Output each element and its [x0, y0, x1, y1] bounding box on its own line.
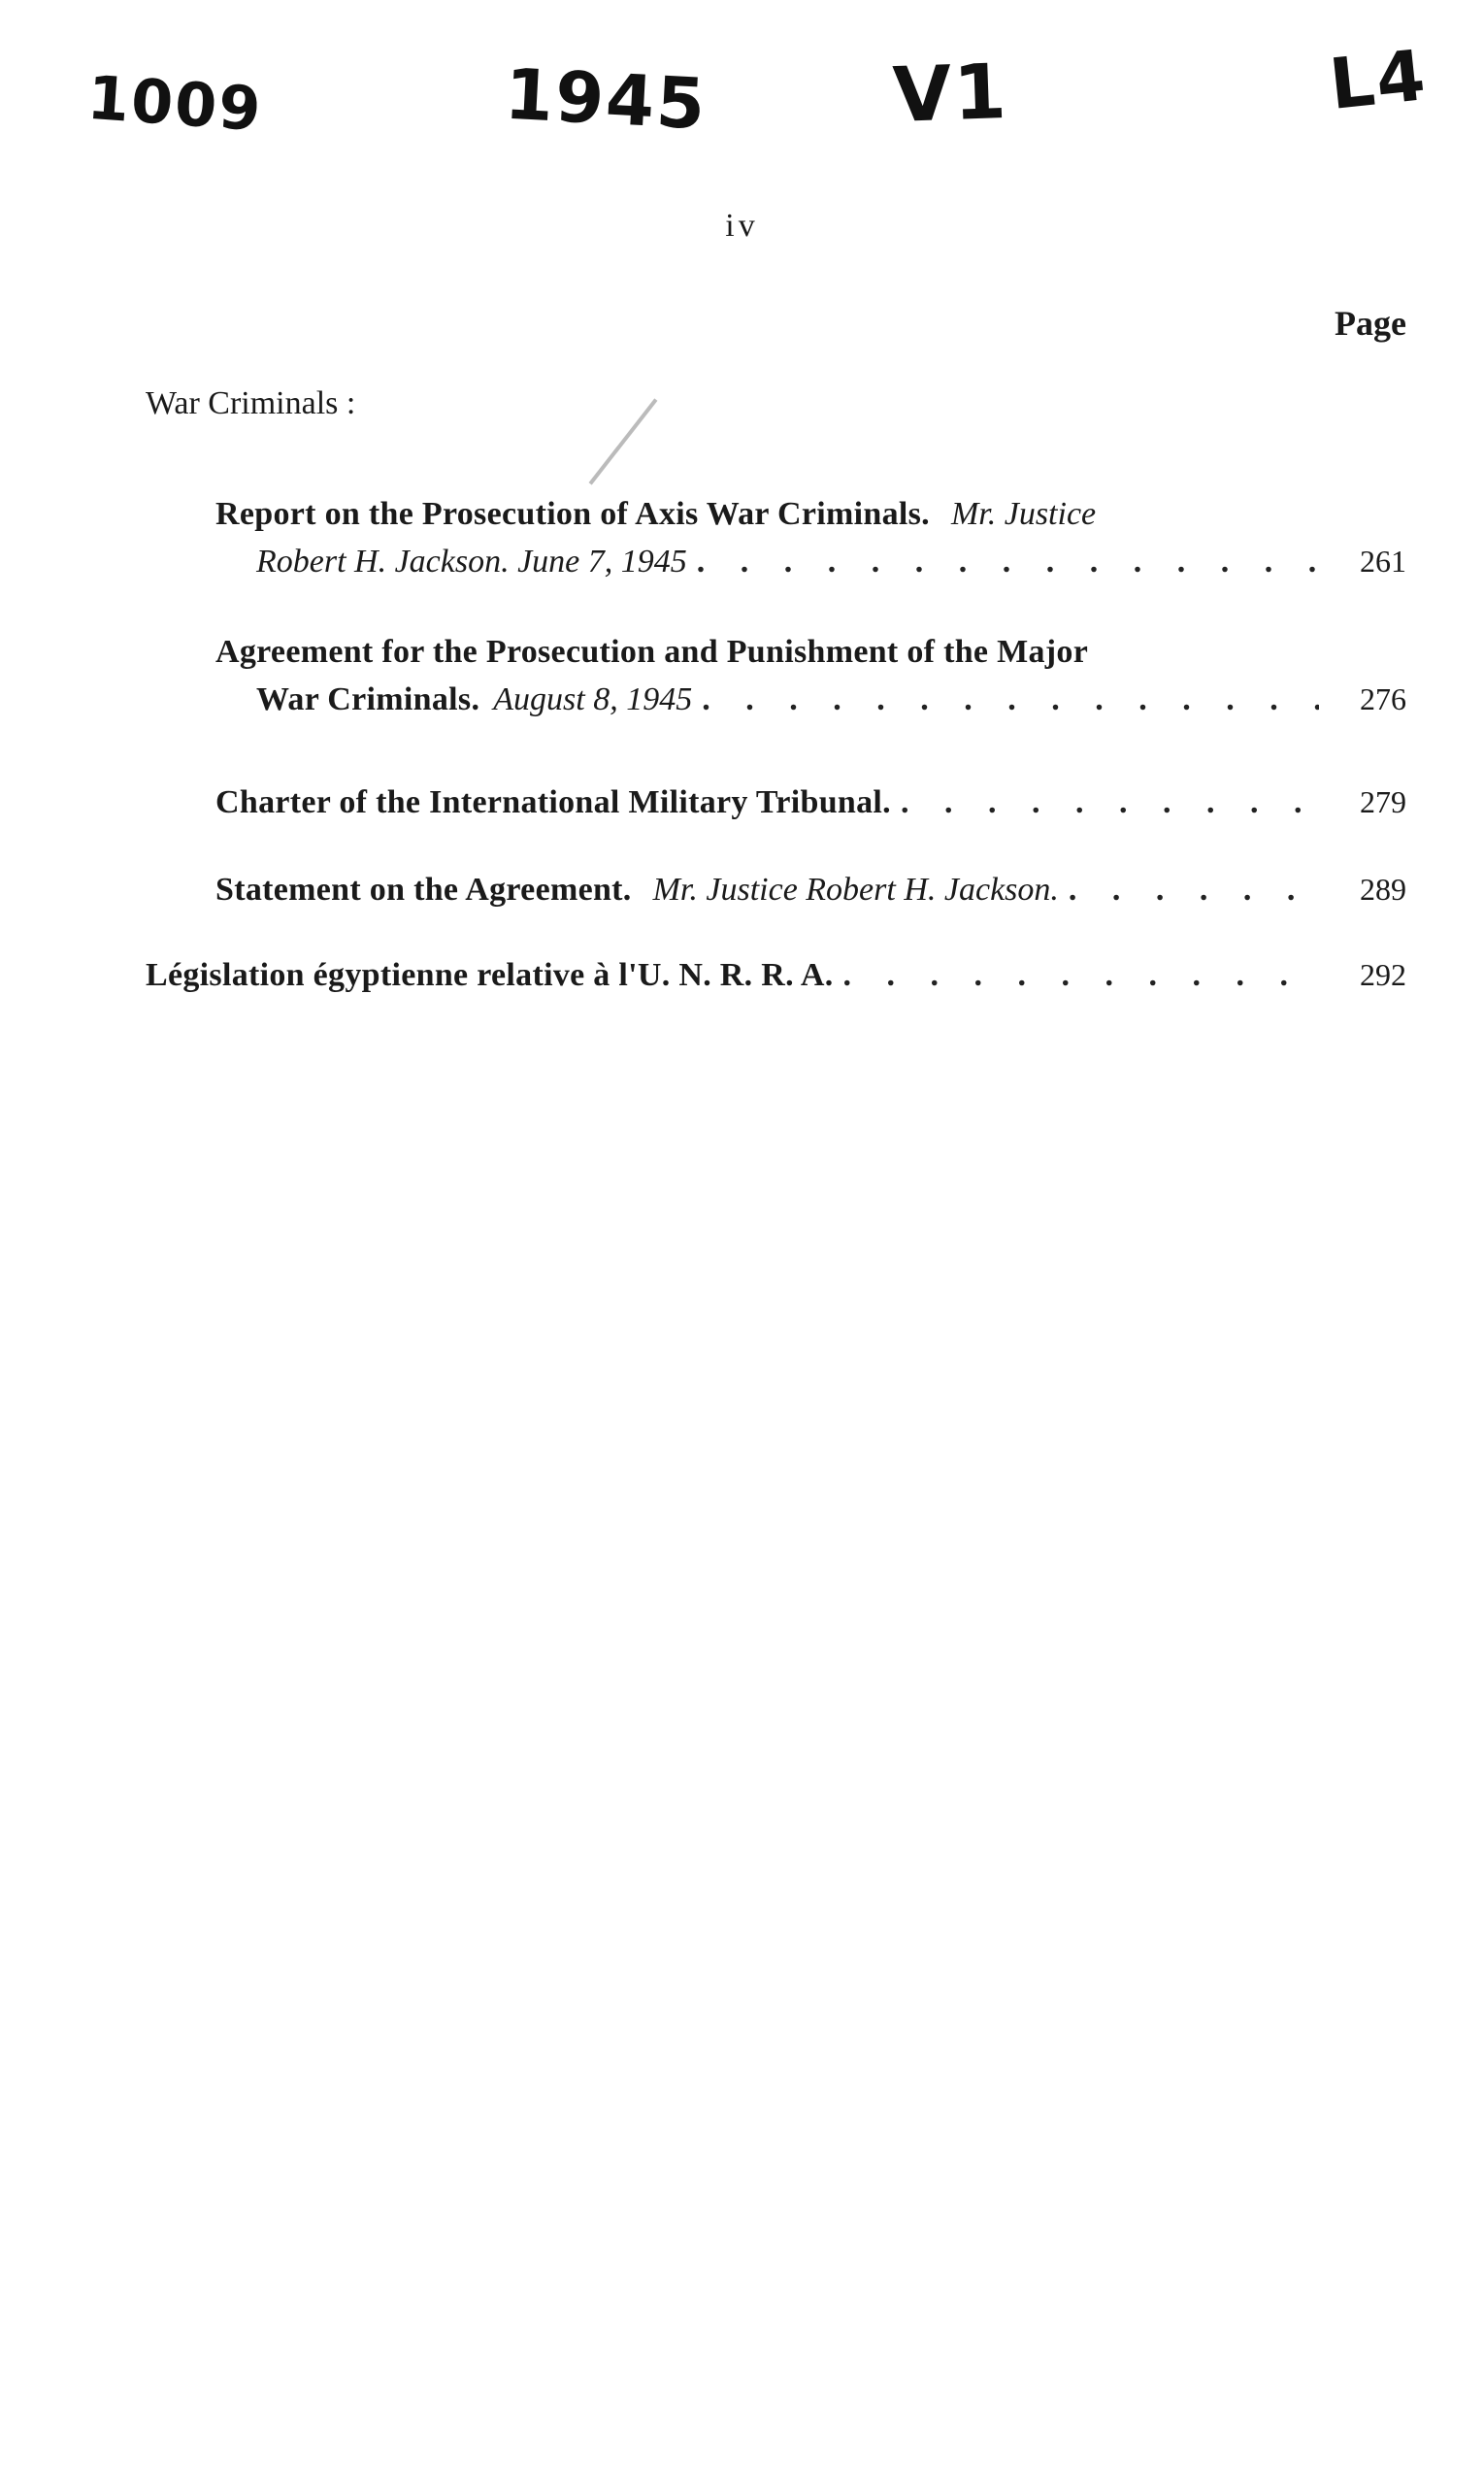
toc-entry-title: War Criminals. — [256, 681, 480, 717]
dot-leader — [901, 779, 1319, 826]
toc-entry-page: 292 — [1360, 957, 1406, 992]
toc-entry-title: Charter of the International Military Tribunal. — [215, 784, 891, 820]
toc-entry-author: Mr. Justice — [950, 496, 1097, 532]
toc-entry-title: Législation égyptienne relative à l'U. N. R. R. A. — [146, 957, 834, 993]
toc-entry-page: 276 — [1360, 681, 1406, 716]
toc-entry-page: 279 — [1360, 784, 1406, 819]
toc-entry-title: Report on the Prosecution of Axis War Criminals. — [215, 496, 930, 532]
toc-entry-title: Agreement for the Prosecution and Punishment of the Major — [215, 634, 1089, 670]
toc-entry-title: Statement on the Agreement. — [215, 872, 632, 908]
handwritten-annotation: V1 — [891, 48, 1010, 141]
dot-leader — [697, 539, 1319, 585]
section-heading: War Criminals : — [146, 385, 356, 421]
toc-entry — [215, 779, 1406, 826]
dot-leader — [702, 677, 1319, 723]
page-column-header: Page — [1335, 304, 1406, 343]
dot-leader — [843, 952, 1320, 999]
pencil-mark — [589, 398, 658, 484]
toc-entry-date: August 8, 1945 — [493, 681, 693, 717]
toc-entry — [215, 629, 1406, 723]
toc-entry-author: Mr. Justice Robert H. Jackson. — [652, 872, 1059, 908]
toc-entry — [215, 491, 1406, 585]
dot-leader — [1069, 867, 1319, 913]
toc-entry-author-date: Robert H. Jackson. June 7, 1945 — [256, 544, 687, 580]
handwritten-annotation: 1945 — [502, 52, 709, 146]
toc-entry — [146, 951, 1406, 999]
handwritten-annotation: L4 — [1325, 34, 1432, 125]
toc-entry-page: 289 — [1360, 872, 1406, 907]
toc-entry-page: 261 — [1360, 544, 1406, 579]
handwritten-annotation: 1009 — [84, 61, 265, 146]
toc-entry — [215, 866, 1406, 913]
page-number: iv — [725, 208, 759, 244]
